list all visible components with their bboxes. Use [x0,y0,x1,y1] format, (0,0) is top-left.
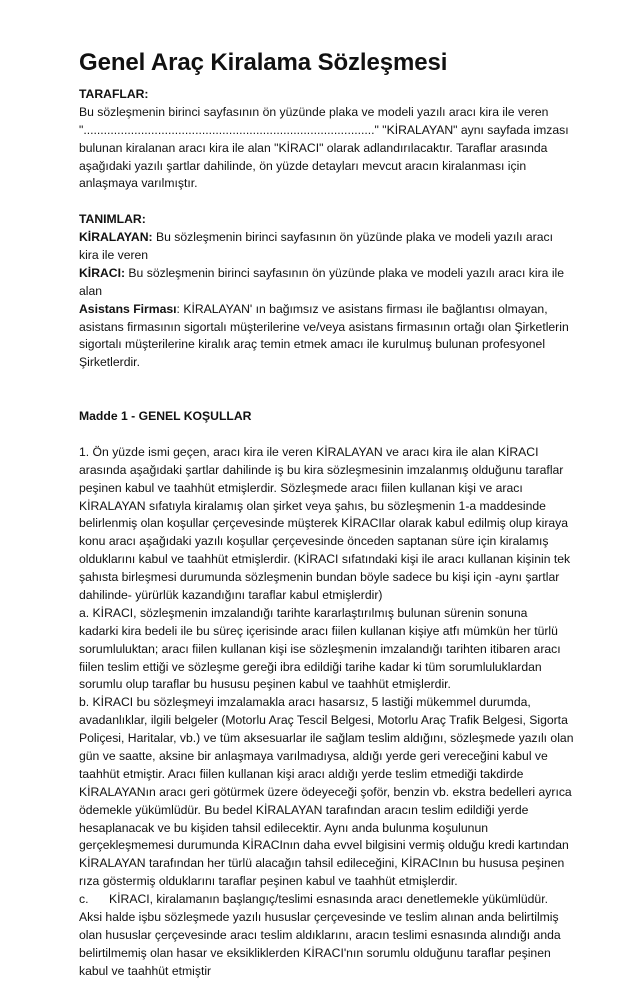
taraflar-line: aşağıdaki yazılı şartlar dahilinde, ön yüzde detayları mevcut aracın kiralanması için [79,158,527,173]
madde1-line: avadanlıklar, ilgili belgeler (Motorlu Araç Tescil Belgesi, Motorlu Araç Trafik Belgesi, Sigorta [79,713,568,728]
document-page [79,48,574,981]
taraflar-line: bulunan kiralanan aracı kira ile alan "KİRACI" olarak adlandırılacaktır. Taraflar arasında [79,140,548,155]
madde1-line: sorumlu olup taraflar bu hususu peşinen kabul ve taahhüt etmişlerdir. [79,677,451,692]
definition-text: : KİRALAYAN' ın bağımsız ve asistans firması ile bağlantısı olmayan, [176,301,548,316]
madde1-line: KİRALAYAN sıfatıyla kiralamış olan şirket veya şahıs, bu sözleşmenin 1-a maddesinde [79,498,546,513]
madde1-line: dahilinde- yürürlük kazandığını taraflar kabul etmişlerdir) [79,587,383,602]
madde1-line: şahısta birleşmesi durumunda sözleşmenin bundan böyle sadece bu kişi için -aynı şartlar [79,570,560,585]
madde1-line: konu aracı aşağıdaki yazılı koşullar çerçevesinde önceden saptanan süre için kiralamış [79,534,549,549]
madde1-line: kabul ve taahhüt etmiştir [79,963,212,978]
madde1-line: gerçekleşmemesi durumunda KİRACInın daha evvel bilgisini vermiş olduğu kredi kartından [79,838,569,853]
madde1-line: belirtilmemiş olan hasar ve eksikliklerden KİRACI'nın sorumlu olduğunu taraflar peşinen [79,945,551,960]
madde1-line: arasında aşağıdaki şartlar dahilinde iş bu kira sözleşmesinin imzalanmış olduğunu taraflar [79,462,564,477]
madde1-item-c [79,891,569,909]
madde1-line: olduklarını kabul ve taahhüt etmişlerdir. (KİRACI sıfatındaki kişi ile aracı kullanan kişinin tek [79,552,571,567]
madde1-line: fiilen teslim ettiği ve sözleşme gereği ibra edildiği tarihe kadar ki tüm sorumluluklardan [79,659,542,674]
madde1-line: a. KİRACI, sözleşmenin imzalandığı tarihte kararlaştırılmış bulunan sürenin sonuna [79,605,528,620]
madde1-line: Poliçesi, Haritalar, vb.) ve tüm aksesuarlar ile sağlam teslim aldığını, sözleşmede yazılı olan [79,731,574,746]
madde1-line: belirlenmiş olan koşullar çerçevesinde müşterek KİRACIlar olarak kabul edilmiş olup kiraya [79,516,569,531]
definition-kiraci [79,265,569,283]
madde1-line: KİRALAYAN tarafından her türlü alacağın tahsil edileceğini, KİRACInın bu hususa peşinen [79,856,565,871]
madde1-line: peşinen kabul ve taahhüt etmişlerdir. Sözleşmede aracı fiilen kullanan kişi ve aracı [79,480,523,495]
taraflar-heading: TARAFLAR: [79,87,149,101]
madde1-line: KİRALAYANın aracı geri götürmek üzere ödeyeceği şoför, benzin vb. ekstra bedelleri ayrıca [79,784,572,799]
madde1-line: kadarki kira bedeli ile bu süreç içerisinde aracı fiilen kullanan kişiye atfı mümkün her türlü [79,623,558,638]
tanimlar-heading: TANIMLAR: [79,212,146,227]
madde1-line: ödemekle yükümlüdür. Bu bedel KİRALAYAN tarafından aracın teslim edildiği yerde [79,802,529,817]
taraflar-line: "......................................................................................" "KİRALAYAN" aynı sayfada imzası [79,122,569,137]
madde1-line: sorumluluktan; aracı fiilen kullanan kişi ise sözleşmenin imzalandığı tarihten itibaren aracı [79,641,561,656]
madde1-line: KİRACI, kiralamanın başlangıç/teslimi esnasında aracı denetlemekle yükümlüdür. [109,892,548,907]
definition-text: alan [79,283,103,298]
taraflar-line: anlaşmaya varılmıştır. [79,176,198,191]
madde1-line: gün ve saatte, aksine bir anlaşmaya varılmadıysa, aldığı yerde geri vereceğini kabul ve [79,748,548,763]
spacer [79,426,569,444]
definition-kiralayan [79,229,569,247]
document-title: Genel Araç Kiralama Sözleşmesi [79,49,448,76]
madde1-heading: Madde 1 - GENEL KOŞULLAR [79,409,252,424]
definition-text: kira ile veren [79,248,149,263]
definition-text: Bu sözleşmenin birinci sayfasının ön yüzünde plaka ve modeli yazılı aracı kira ile [125,265,565,280]
spacer [79,372,569,408]
madde1-line: 1. Ön yüzde ismi geçen, aracı kira ile veren KİRALAYAN ve aracı kira ile alan KİRACI [79,444,539,459]
madde1-line: b. KİRACI bu sözleşmeyi imzalamakla aracı hasarsız, 5 lastiği mükemmel durumda, [79,695,531,710]
spacer [79,193,569,211]
term-kiraci: KİRACI: [79,265,126,280]
taraflar-line: Bu sözleşmenin birinci sayfasının ön yüzünde plaka ve modeli yazılı aracı kira ile veren [79,104,549,119]
definition-asistans [79,301,569,319]
madde1-line: taahhüt etmiştir. Aracı fiilen kullanan kişi aracı aldığı yerde teslim etmediği takdirde [79,766,524,781]
definition-text: Bu sözleşmenin birinci sayfasının ön yüzünde plaka ve modeli yazılı aracı [152,230,553,245]
term-asistans: Asistans Firması [79,301,177,316]
term-kiralayan: KİRALAYAN: [79,230,153,245]
madde1-line: hesaplanacak ve bu kişiden tahsil edilecektir. Aynı anda bulunma koşulunun [79,820,489,835]
definition-text: asistans firmasının sigortalı müşterilerine ve/veya asistans firmasının ortağı olan Şirketlerin [79,319,569,334]
definition-text: Şirketlerdir. [79,355,140,370]
madde1-line: olan hususlar çerçevesinde aracı teslim aldıklarını, aracın teslimi esnasında alındığı anda [79,927,561,942]
madde1-line: rıza göstermiş olduklarını taraflar peşinen kabul ve taahhüt etmişlerdir. [79,874,458,889]
item-c-label: c. [79,892,89,907]
madde1-line: Aksi halde işbu sözleşmede yazılı hususlar çerçevesinde ve teslim alınan anda belirtilmiş [79,909,559,924]
definition-text: sigortalı müşterilerine kiralık araç temin etmek amacı ile kurulmuş bulunan profesyonel [79,337,546,352]
